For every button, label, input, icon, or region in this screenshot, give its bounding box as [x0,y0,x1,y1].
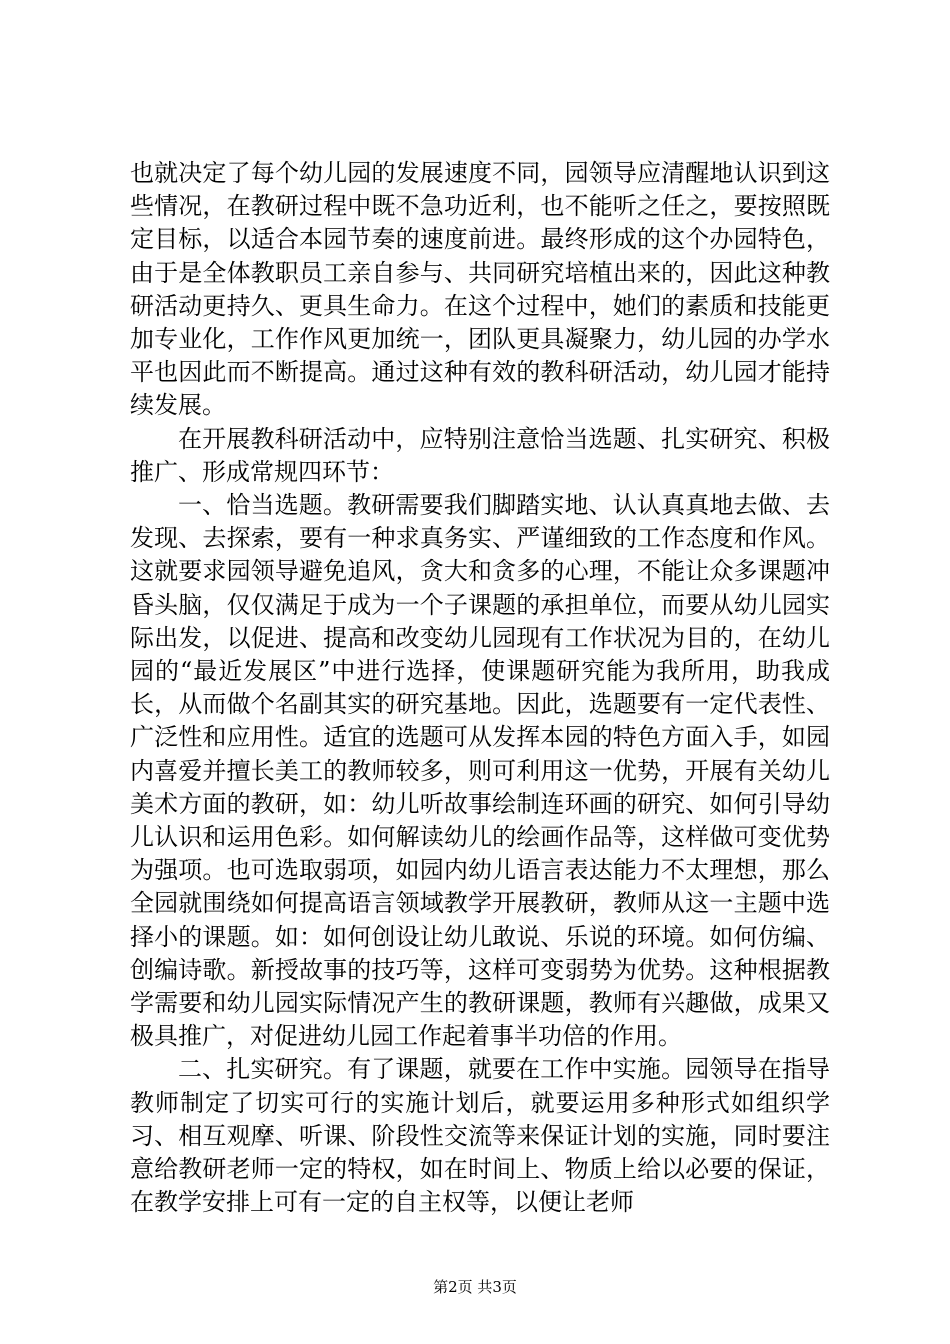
page-footer: 第2页 共3页 [433,1278,517,1296]
paragraph-topic-selection: 一、恰当选题。教研需要我们脚踏实地、认认真真地去做、去发现、去探索，要有一种求真务实、严谨细致的工作态度和作风。这就要求园领导避免追风，贪大和贪多的心理，不能让众多课题冲昏头脑，仅仅满足于成为一个子课题的承担单位，而要从幼儿园实际出发，以促进、提高和改变幼儿园现有工作状况为目的，在幼儿园的“最近发展区”中进行选择，使课题研究能为我所用，助我成长，从而做个名副其实的研究基地。因此，选题要有一定代表性、广泛性和应用性。适宜的选题可从发挥本园的特色方面入手，如园内喜爱并擅长美工的教师较多，则可利用这一优势，开展有关幼儿美术方面的教研，如：幼儿听故事绘制连环画的研究、如何引导幼儿认识和运用色彩。如何解读幼儿的绘画作品等，这样做可变优势为强项。也可选取弱项，如园内幼儿语言表达能力不太理想，那么全园就围绕如何提高语言领域教学开展教研，教师从这一主题中选择小的课题。如：如何创设让幼儿敢说、乐说的环境。如何仿编、创编诗歌。新授故事的技巧等，这样可变弱势为优势。这种根据教学需要和幼儿园实际情况产生的教研课题，教师有兴趣做，成果又极具推广，对促进幼儿园工作起着事半功倍的作用。 [130,491,830,1051]
document-body [130,157,830,1220]
paragraph-continuation: 也就决定了每个幼儿园的发展速度不同，园领导应清醒地认识到这些情况，在教研过程中既不急功近利，也不能听之任之，要按照既定目标，以适合本园节奏的速度前进。最终形成的这个办园特色，由于是全体教职员工亲自参与、共同研究培植出来的，因此这种教研活动更持久、更具生命力。在这个过程中，她们的素质和技能更加专业化，工作作风更加统一，团队更具凝聚力，幼儿园的办学水平也因此而不断提高。通过这种有效的教科研活动，幼儿园才能持续发展。 [130,159,830,420]
paragraph-solid-research: 二、扎实研究。有了课题，就要在工作中实施。园领导在指导教师制定了切实可行的实施计划后，就要运用多种形式如组织学习、相互观摩、听课、阶段性交流等来保证计划的实施，同时要注意给教研老师一定的特权，如在时间上、物质上给以必要的保证，在教学安排上可有一定的自主权等，以便让老师 [130,1055,830,1217]
paragraph-intro-four-steps: 在开展教科研活动中，应特别注意恰当选题、扎实研究、积极推广、形成常规四环节： [130,424,830,486]
